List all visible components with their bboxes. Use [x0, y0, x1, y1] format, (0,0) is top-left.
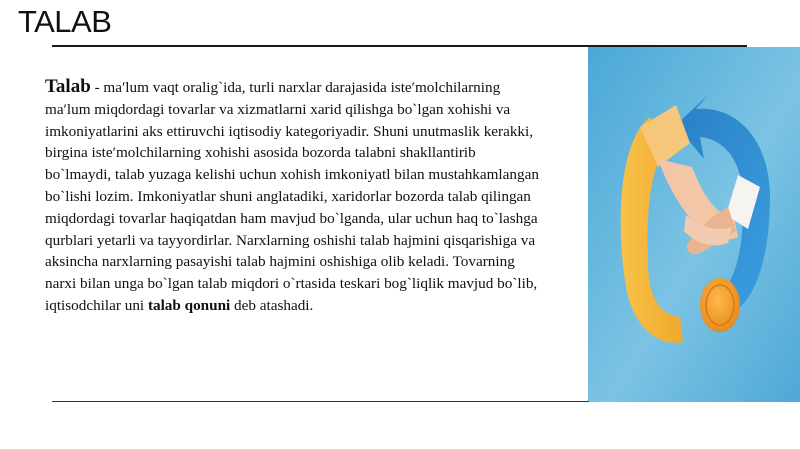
term-heading: Talab — [45, 76, 91, 97]
definition-text: - ma′lum vaqt oralig`ida, turli narxlar darajasida iste′molchilarning ma′lum miqdordagi tovarlar va xizmatlarni xarid qilishga bo`lgan xohishi va imkoniyatlarini aks ettiruvchi iqtisodiy kategoriyadir. Shuni unutmaslik kerakki, birgina iste′molchilarning xohishi asosida bozorda talabni shakllantirib bo`lmaydi, talab yuzaga kelishi uchun xohish imkoniyatl bilan mustahkamlangan bo`lishi lozim. Imkoniyatlar shuni anglatadiki, xaridorlar bozorda talab qilingan miqdordagi tovarlar haqiqatdan ham mavjud bo`lganda, ular uchun haq to`lashga qurblari yetarli va tayyordirlar. Narxlarning oshishi talab hajmini qisqarishiga va aksincha narxlarning pasayishi talab hajmini oshishiga olib keladi. Tovarning narxi bilan unga bo`lgan talab miqdori o`rtasida teskari bog`liqlik mavjud bo`lib, iqtisodchilar uni — [45, 79, 539, 314]
definition-end: deb atashadi. — [230, 296, 314, 314]
law-term: talab qonuni — [147, 296, 231, 314]
handshake-icon — [588, 47, 800, 402]
slide-title: TALAB — [18, 4, 112, 39]
bottom-divider — [52, 401, 589, 402]
body-paragraph — [45, 76, 545, 317]
handshake-illustration — [588, 47, 800, 402]
